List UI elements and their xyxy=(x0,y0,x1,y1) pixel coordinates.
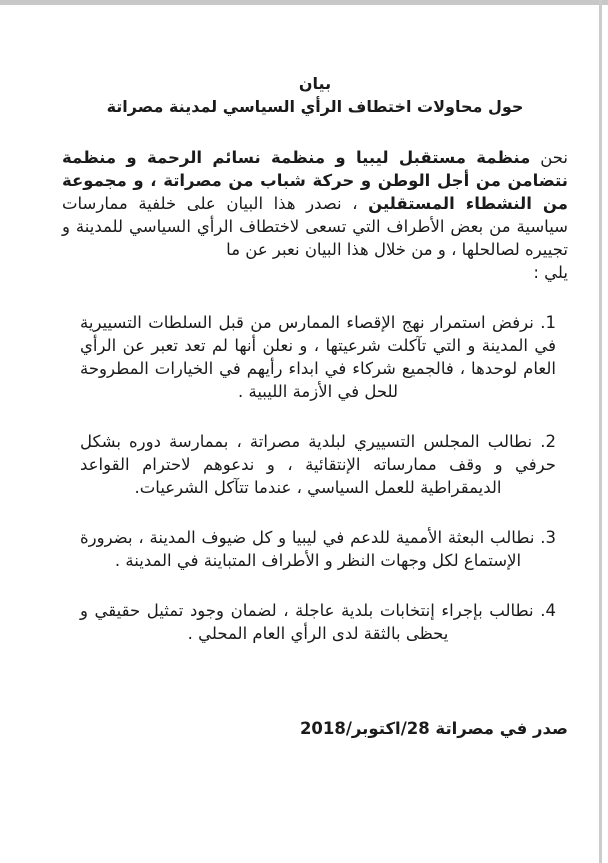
list-item xyxy=(80,311,556,403)
issuance-date-line xyxy=(62,717,568,740)
intro-paragraph xyxy=(62,146,568,261)
intro-trailing-text: يلي : xyxy=(533,263,568,282)
item-text: نطالب البعثة الأممية للدعم في ليبيا و كل ضيوف المدينة ، بضرورة الإستماع لكل وجهات النظر و الأطراف المتباينة في المدينة . xyxy=(80,528,535,570)
title-block xyxy=(62,72,568,118)
item-text: نطالب المجلس التسييري لبلدية مصراتة ، بممارسة دوره بشكل حرفي و وقف ممارساته الإنتقائية ، و ندعوهم لاحترام القواعد الديمقراطية للعمل السياسي ، عندما تتآكل الشرعيات. xyxy=(80,432,556,497)
intro-opening-text: نحن xyxy=(540,148,569,167)
list-item xyxy=(80,430,556,499)
item-text: نرفض استمرار نهج الإقصاء الممارس من قبل السلطات التسييرية في المدينة و التي تآكلت شرعيتها ، و نعلن أنها لم تعد تعبر عن الرأي العام لوحدها ، فالجميع شركاء في ابداء رأيهم في الخيارات المطروحة للحل في الأزمة الليبية . xyxy=(80,313,556,401)
scan-edge-top xyxy=(0,0,608,5)
item-number: 3. xyxy=(540,528,556,547)
intro-tail-line xyxy=(62,261,568,284)
intro-organizations-bold: منظمة مستقبل ليبيا و منظمة نسائم الرحمة و منظمة نتضامن من أجل الوطن و حركة شباب من مصراتة ، و مجموعة من النشطاء المستقلين xyxy=(62,148,568,213)
item-text: نطالب بإجراء إنتخابات بلدية عاجلة ، لضمان وجود تمثيل حقيقي و يحظى بالثقة لدى الرأي العام المحلي . xyxy=(80,601,534,643)
issuance-date-text: صدر في مصراتة 28/اكتوبر/2018 xyxy=(299,719,568,738)
list-item xyxy=(80,526,556,572)
intro-body-text: ، نصدر هذا البيان على خلفية ممارسات سياسية من بعض الأطراف التي تسعى لاختطاف الرأي السياسي للمدينة و تجييره لصالحلها ، و من خلال هذا البيان نعبر عن ما xyxy=(62,194,568,259)
item-number: 2. xyxy=(540,432,556,451)
statement-title: بيان xyxy=(298,74,332,93)
list-item xyxy=(80,599,556,645)
statement-subtitle: حول محاولات اختطاف الرأي السياسي لمدينة مصراتة xyxy=(106,97,524,116)
item-number: 4. xyxy=(540,601,556,620)
scan-edge-right xyxy=(599,0,602,863)
demands-list xyxy=(62,311,568,645)
item-number: 1. xyxy=(540,313,556,332)
statement-document xyxy=(62,72,568,740)
